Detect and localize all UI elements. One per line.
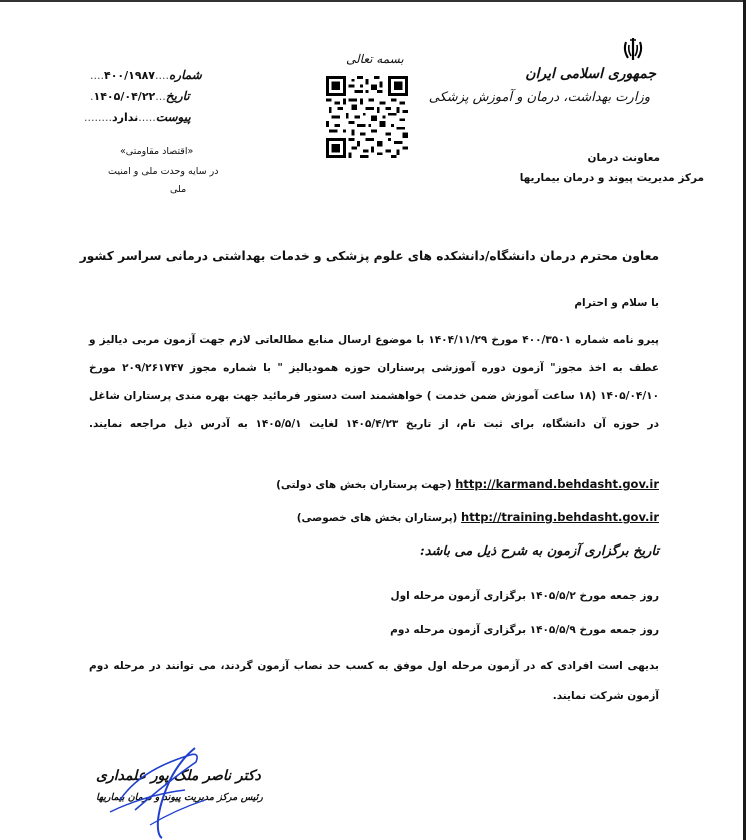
paragraph-line-1: پیرو نامه شماره ۴۰۰/۳۵۰۱ مورخ ۱۴۰۴/۱۱/۲۹ با موضوع ارسال منابع مطالعاتی لازم جهت آزمون مربی دیالیز و — [89, 334, 659, 346]
letter-date-row: تاریخ...۱۴۰۵/۰۴/۲۲. — [90, 89, 190, 103]
karmand-portal-link[interactable]: http://karmand.behdasht.gov.ir — [455, 477, 659, 491]
letter-number-value: ۴۰۰/۱۹۸۷ — [104, 69, 156, 82]
training-portal-link[interactable]: http://training.behdasht.gov.ir — [461, 510, 659, 524]
karmand-portal-note: (جهت پرستاران بخش های دولتی) — [276, 479, 452, 491]
closing-line-1: بدیهی است افرادی که در آزمون مرحله اول موفق به کسب حد نصاب آزمون گردند، می توانند در مرحله دوم — [89, 660, 659, 672]
iran-emblem-icon — [620, 36, 646, 62]
signatory-name: دکتر ناصر ملک پور علمداری — [96, 768, 261, 784]
letter-attachment-label: پیوست — [155, 110, 191, 124]
letter-attachment-value: ندارد — [111, 111, 139, 124]
registration-link-row-2 — [297, 510, 659, 524]
slogan-line2: در سایه وحدت ملی و امنیت — [108, 166, 219, 177]
letter-greeting: با سلام و احترام — [574, 297, 659, 309]
letter-attachment-row: پیوست.....ندارد........ — [84, 110, 191, 124]
department-name: معاونت درمان — [587, 152, 660, 164]
qr-code-icon — [326, 76, 408, 158]
letter-date-value: ۱۴۰۵/۰۴/۲۲ — [93, 90, 156, 103]
slogan-line1: «اقتصاد مقاومتی» — [120, 146, 194, 157]
letter-date-label: تاریخ — [165, 89, 190, 103]
letter-recipient: معاون محترم درمان دانشگاه/دانشکده های علوم پزشکی و خدمات بهداشتی درمانی سراسر کشور — [79, 249, 659, 263]
training-portal-note: (پرستاران بخش های خصوصی) — [296, 512, 458, 524]
paragraph-line-2: عطف به اخذ مجوز" آزمون دوره آموزشی پرستاران حوزه همودیالیز " با شماره مجوز ۲۰۹/۲۶۱۷۴۷ مورخ — [89, 362, 659, 374]
handwritten-signature-icon — [100, 740, 220, 840]
ministry-name-line1: جمهوری اسلامی ایران — [525, 66, 656, 82]
closing-line-2: آزمون شرکت نمایند. — [552, 690, 659, 702]
exam-stage-2: روز جمعه مورخ ۱۴۰۵/۵/۹ برگزاری آزمون مرحله دوم — [390, 624, 659, 636]
page-top-border — [0, 0, 746, 2]
letter-number-row: شماره....۴۰۰/۱۹۸۷.... — [90, 68, 202, 82]
letter-number-label: شماره — [169, 68, 202, 82]
paragraph-line-3: ۱۴۰۵/۰۴/۱۰ (۱۸ ساعت آموزش ضمن خدمت ) خواهشمند است دستور فرمائید جهت بهره مندی پرستاران شاغل — [89, 390, 659, 402]
registration-link-row-1 — [276, 477, 659, 491]
ministry-name-line2: وزارت بهداشت، درمان و آموزش پزشکی — [428, 90, 650, 105]
slogan-line3: ملی — [170, 184, 187, 195]
bismillah-heading: بسمه تعالی — [346, 52, 404, 66]
exam-schedule-heading: تاریخ برگزاری آزمون به شرح ذیل می باشد: — [419, 544, 659, 559]
center-name: مرکز مدیریت پیوند و درمان بیماریها — [519, 172, 704, 184]
exam-stage-1: روز جمعه مورخ ۱۴۰۵/۵/۲ برگزاری آزمون مرحله اول — [390, 590, 659, 602]
signatory-title: رئیس مرکز مدیریت پیوند و درمان بیماریها — [96, 792, 263, 803]
paragraph-line-4: در حوزه آن دانشگاه، برای ثبت نام، از تاریخ ۱۴۰۵/۴/۲۳ لغایت ۱۴۰۵/۵/۱ به آدرس ذیل مراجعه نمایند. — [89, 418, 659, 430]
